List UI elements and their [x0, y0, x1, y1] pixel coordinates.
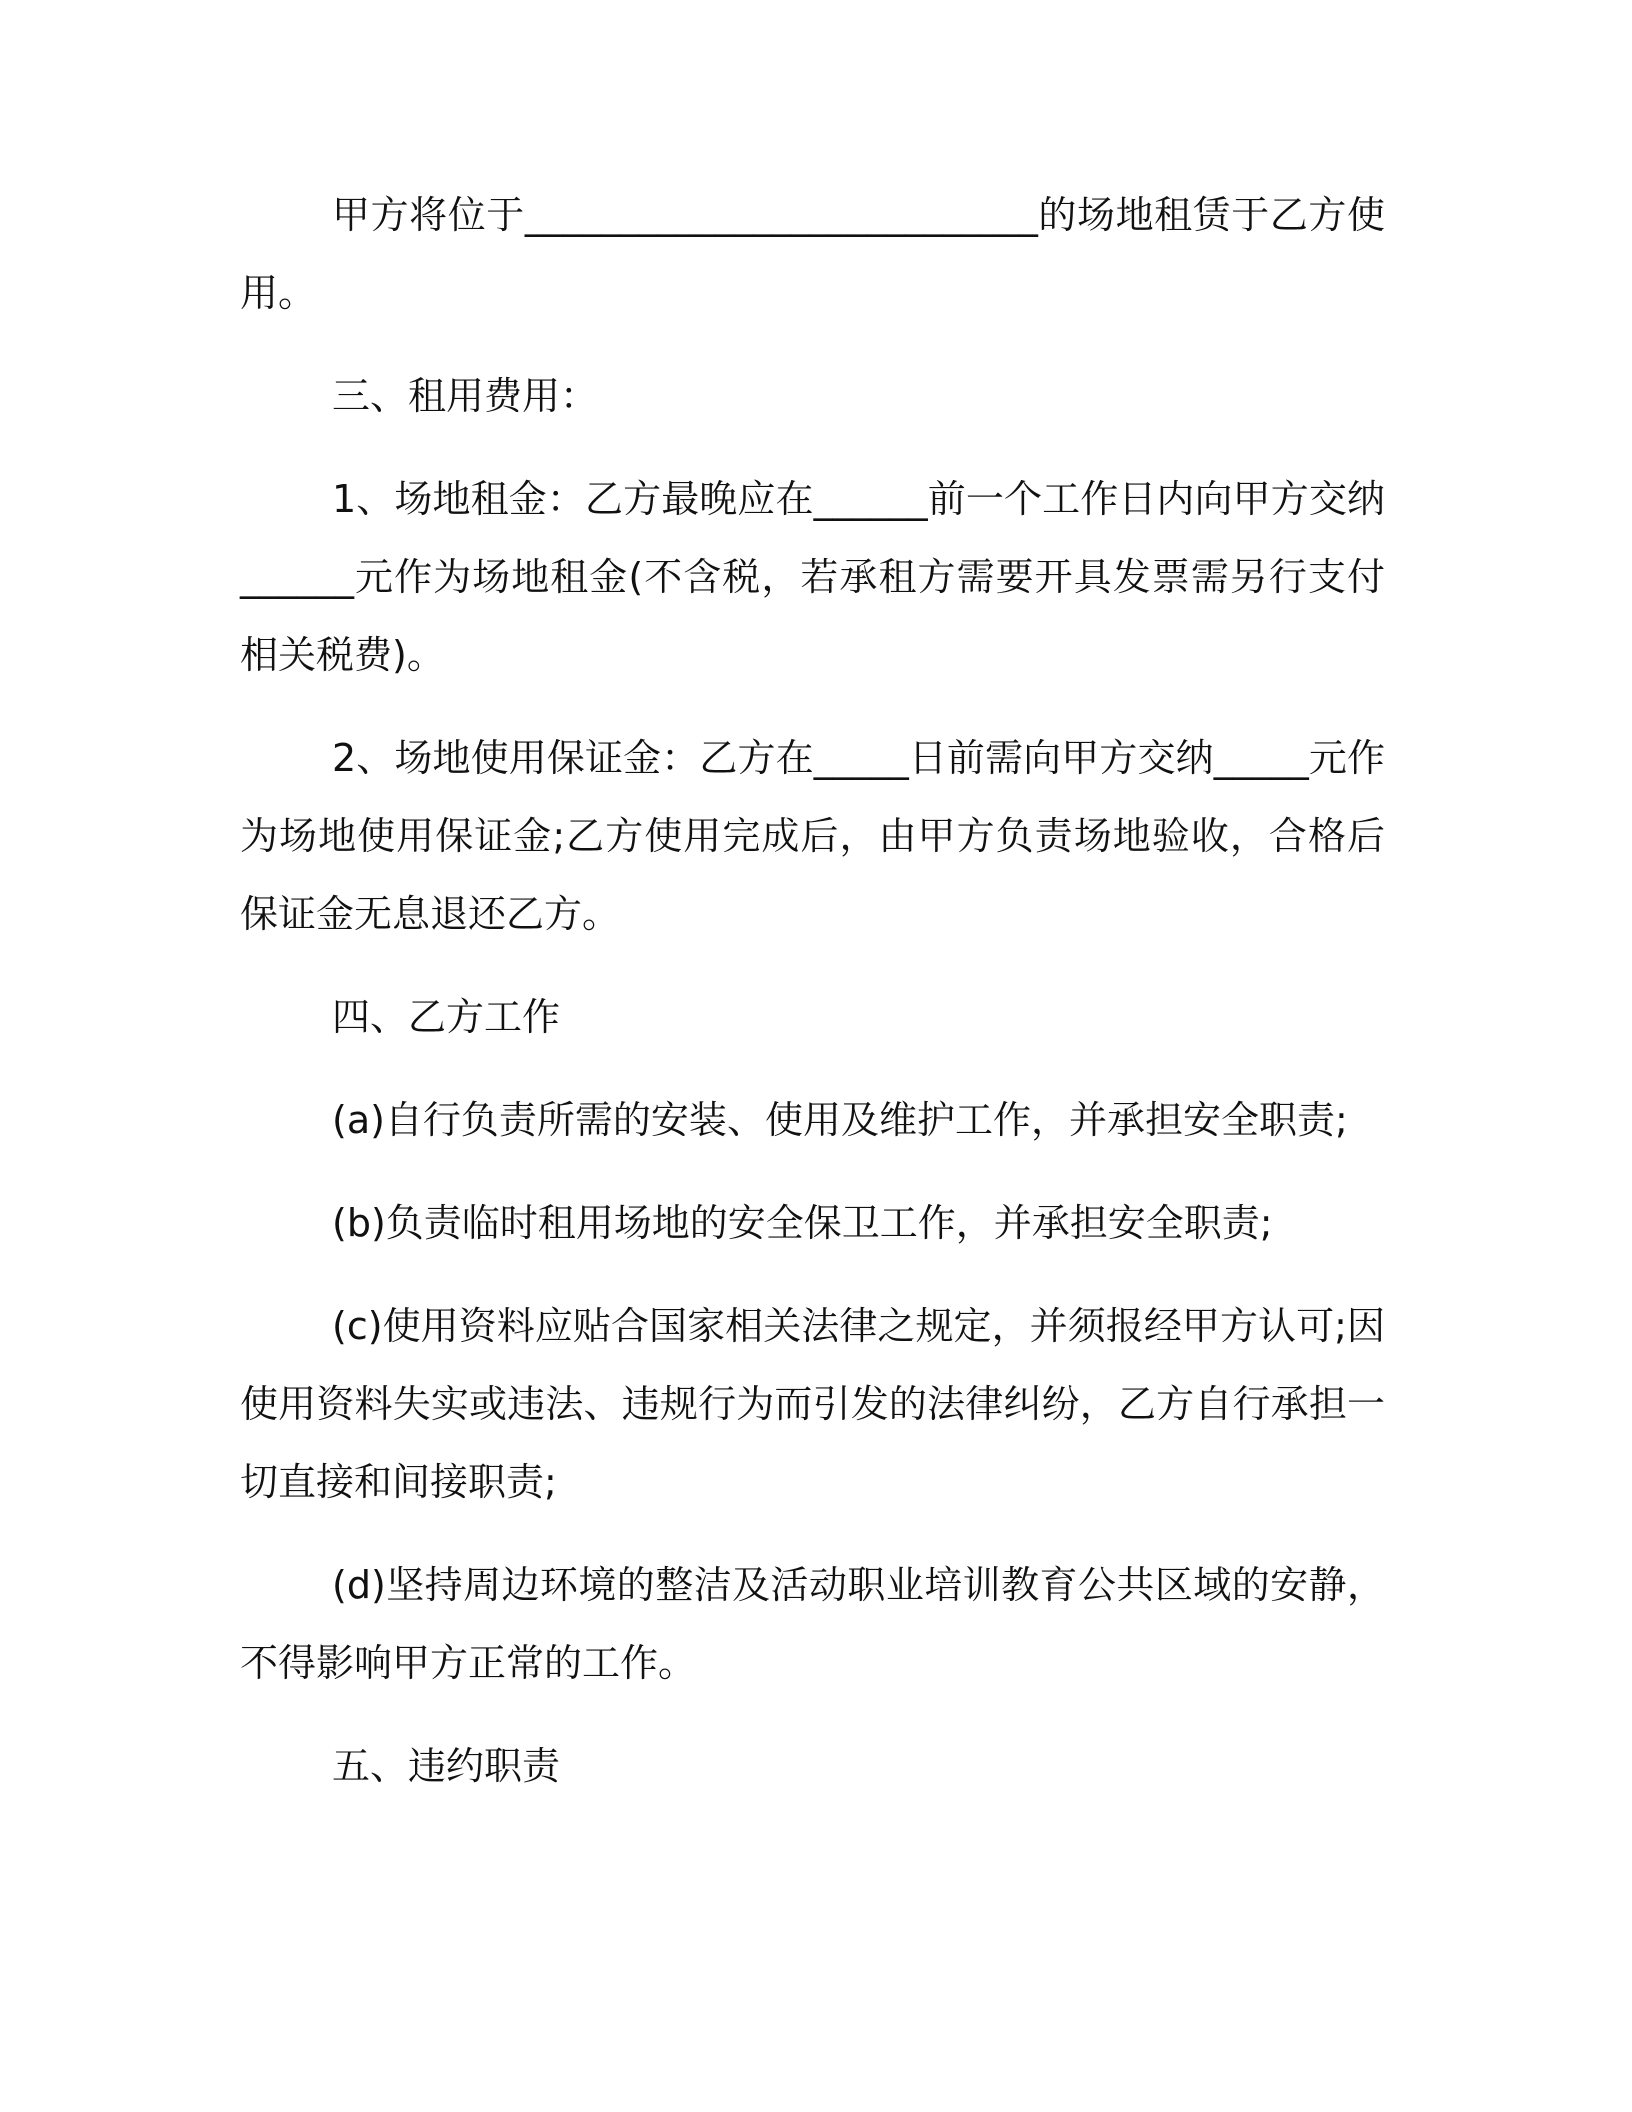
- heading-rental-fees: 三、租用费用：: [332, 374, 599, 418]
- paragraph-item-d: (d)坚持周边环境的整洁及活动职业培训教育公共区域的安静，不得影响甲方正常的工作。: [240, 1563, 1385, 1685]
- paragraph-item-b: (b)负责临时租用场地的安全保卫工作，并承担安全职责;: [332, 1201, 1273, 1245]
- paragraph-venue-location: 甲方将位于___________________________的场地租赁于乙方使用。: [240, 193, 1385, 315]
- document-body: [240, 176, 1385, 1805]
- paragraph-item-c: (c)使用资料应贴合国家相关法律之规定，并须报经甲方认可;因使用资料失实或违法、违规行为而引发的法律纠纷，乙方自行承担一切直接和间接职责;: [240, 1304, 1385, 1504]
- heading-party-b-work: 四、乙方工作: [332, 995, 561, 1039]
- paragraph-item-a: (a)自行负责所需的安装、使用及维护工作，并承担安全职责;: [332, 1098, 1348, 1142]
- paragraph-venue-rent: 1、场地租金：乙方最晚应在______前一个工作日内向甲方交纳______元作为场地租金(不含税，若承租方需要开具发票需另行支付相关税费)。: [240, 477, 1385, 677]
- heading-breach-liability: 五、违约职责: [332, 1744, 561, 1788]
- paragraph-security-deposit: 2、场地使用保证金：乙方在_____日前需向甲方交纳_____元作为场地使用保证金;乙方使用完成后，由甲方负责场地验收，合格后保证金无息退还乙方。: [240, 736, 1385, 936]
